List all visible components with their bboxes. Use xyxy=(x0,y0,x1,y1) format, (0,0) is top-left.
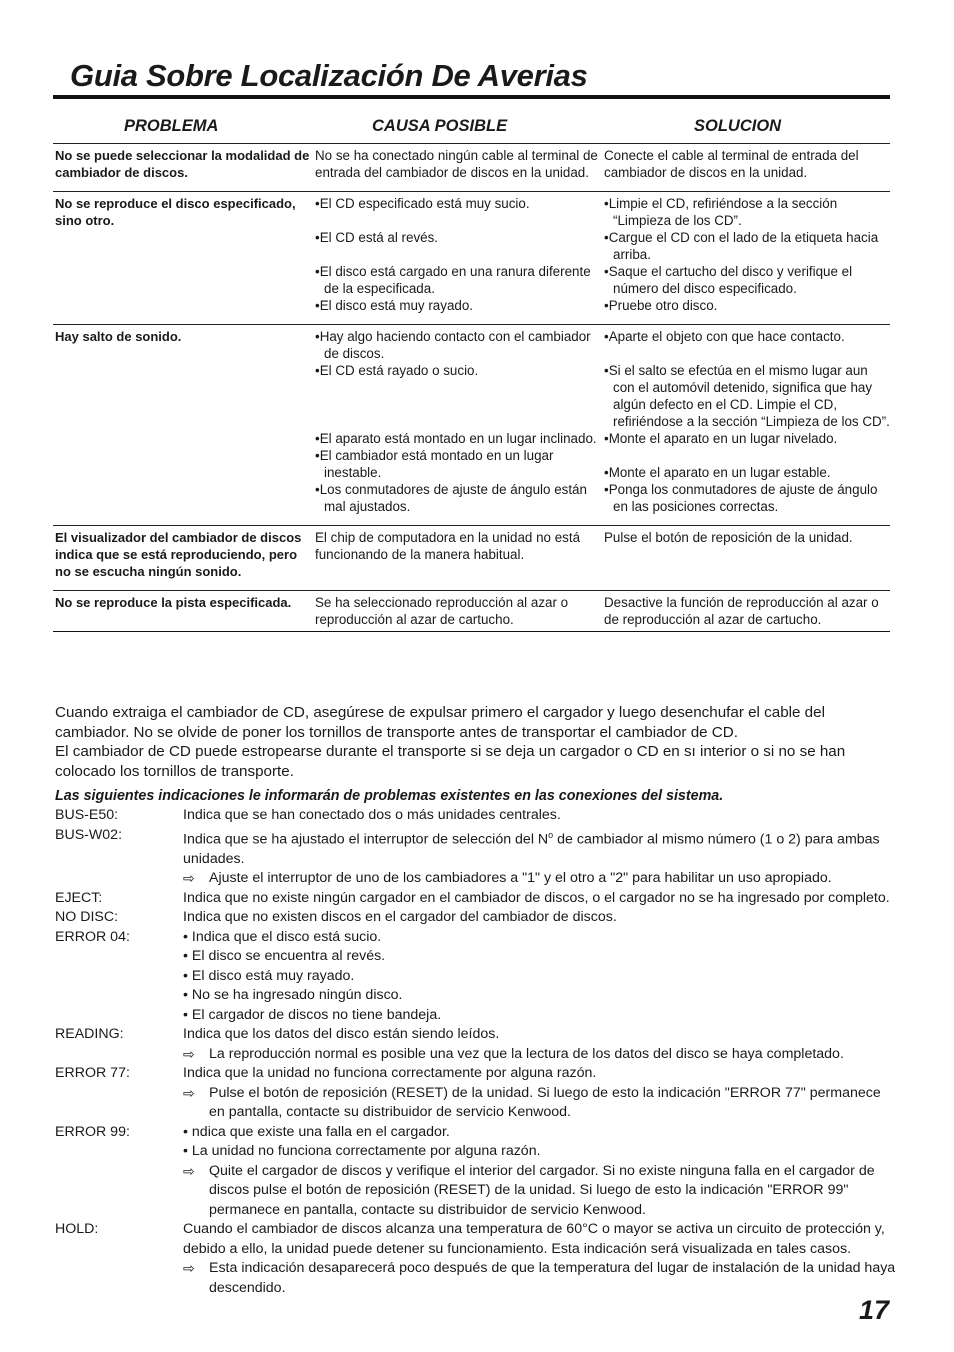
problem-cell: El visualizador del cambiador de discos indica que se está reproduciendo, pero no se escucha ningún sonido. xyxy=(53,526,313,591)
message-code: NO DISC: xyxy=(55,909,119,926)
message-remedy: Ajuste el interruptor de uno de los cambiadores a "1" y el otro a "2" para habilitar un uso apropiado. xyxy=(209,870,832,887)
cause-item: •El CD especificado está muy sucio. xyxy=(315,196,530,211)
cause-cell: El chip de computadora en la unidad no está funcionando de la manera habitual. xyxy=(313,526,604,591)
transport-note xyxy=(55,703,895,781)
message-hold xyxy=(55,1220,900,1298)
header-problema: PROBLEMA xyxy=(124,117,219,135)
solution-cell: Conecte el cable al terminal de entrada del cambiador de discos en la unidad. xyxy=(604,144,890,192)
header-causa-posible: CAUSA POSIBLE xyxy=(372,117,508,135)
message-item: • No se ha ingresado ningún disco. xyxy=(183,987,403,1004)
arrow-right-icon: ⇨ xyxy=(183,1162,195,1179)
message-item: • ndica que existe una falla en el cargador. xyxy=(183,1123,450,1140)
solution-item: •Ponga los conmutadores de ajuste de ángulo en las posiciones correctas. xyxy=(604,482,878,514)
problem-cell: No se reproduce el disco especificado, sino otro. xyxy=(53,192,313,325)
message-code: EJECT: xyxy=(55,889,103,906)
message-item: • El disco se encuentra al revés. xyxy=(183,948,386,965)
solution-cell xyxy=(604,325,890,526)
cause-cell xyxy=(313,325,604,526)
message-remedy: La reproducción normal es posible una vez que la lectura de los datos del disco se haya completado. xyxy=(209,1045,844,1062)
message-text: Indica que la unidad no funciona correctamente por alguna razón. xyxy=(183,1065,597,1082)
message-remedy: Pulse el botón de reposición (RESET) de la unidad. Si luego de esto la indicación "ERROR 77" permanece en pantalla, contacte su distribuidor de servicio Kenwood. xyxy=(209,1084,881,1121)
message-no-disc xyxy=(55,908,900,928)
solution-item: •Pruebe otro disco. xyxy=(604,298,718,313)
cause-item: •El CD está rayado o sucio. xyxy=(315,363,479,378)
cause-cell: Se ha seleccionado reproducción al azar o reproducción al azar de cartucho. xyxy=(313,591,604,632)
message-reading xyxy=(55,1025,900,1064)
solution-item: •Monte el aparato en un lugar estable. xyxy=(604,465,831,480)
message-item: • El cargador de discos no tiene bandeja. xyxy=(183,1006,442,1023)
solution-cell: Desactive la función de reproducción al azar o de reproducción al azar de cartucho. xyxy=(604,591,890,632)
problem-cell: No se reproduce la pista especificada. xyxy=(53,591,313,632)
message-text: Indica que se ha ajustado el interruptor de selección del $N^o$ de cambiador al mismo número (1 o 2) para ambas unidades. xyxy=(183,829,880,867)
solution-item: •Si el salto se efectúa en el mismo lugar aun con el automóvil detenido, significa que hay algún defecto en el CD. Limpie el CD, refiriéndose a la sección “Limpieza de los CD”. xyxy=(604,363,890,429)
cause-cell xyxy=(313,192,604,325)
message-code: ERROR 04: xyxy=(55,928,130,945)
message-code: READING: xyxy=(55,1026,124,1043)
cause-item: •Los conmutadores de ajuste de ángulo están mal ajustados. xyxy=(315,482,587,514)
message-error-99 xyxy=(55,1123,900,1221)
message-text: Cuando el cambiador de discos alcanza una temperatura de 60°C o mayor se activa un circuito de protección y, debido a ello, la unidad puede detener su funcionamiento. Esta indicación será visualizada en tales casos. xyxy=(183,1221,885,1257)
solution-item: •Aparte el objeto con que hace contacto. xyxy=(604,329,845,344)
solution-item: •Cargue el CD con el lado de la etiqueta hacia arriba. xyxy=(604,230,879,262)
message-error-04 xyxy=(55,928,900,1026)
message-text: Indica que no existen discos en el cargador del cambiador de discos. xyxy=(183,909,617,926)
system-messages-list xyxy=(55,806,900,1298)
message-text: Indica que se han conectado dos o más unidades centrales. xyxy=(183,807,561,823)
cause-item: •El disco está muy rayado. xyxy=(315,298,474,313)
cause-item: •Hay algo haciendo contacto con el cambiador de discos. xyxy=(315,329,591,361)
troubleshooting-table xyxy=(53,143,890,632)
table-row xyxy=(53,144,890,192)
message-code: ERROR 99: xyxy=(55,1123,130,1140)
table-row xyxy=(53,591,890,632)
message-remedy: Esta indicación desaparecerá poco después de que la temperatura del lugar de instalación de la unidad haya descendido. xyxy=(209,1260,896,1296)
message-text: Indica que no existe ningún cargador en el cambiador de discos, o el cargador no se ha ingresado por completo. xyxy=(183,889,890,906)
cause-item: •El CD está al revés. xyxy=(315,230,439,245)
message-item: • La unidad no funciona correctamente por alguna razón. xyxy=(183,1143,541,1160)
page-title: Guia Sobre Localización De Averias xyxy=(70,58,588,93)
page-number: 17 xyxy=(858,1295,889,1325)
problem-cell: No se puede seleccionar la modalidad de cambiador de discos. xyxy=(53,144,313,192)
message-error-77 xyxy=(55,1064,900,1123)
solution-cell xyxy=(604,192,890,325)
title-rule xyxy=(53,95,890,99)
message-code: ERROR 77: xyxy=(55,1065,130,1082)
message-code: BUS-W02: xyxy=(55,826,123,843)
problem-cell: Hay salto de sonido. xyxy=(53,325,313,526)
solution-item: •Monte el aparato en un lugar nivelado. xyxy=(604,431,838,446)
message-code: BUS-E50: xyxy=(55,807,119,823)
cause-item: •El disco está cargado en una ranura diferente de la especificada. xyxy=(315,264,591,296)
table-row xyxy=(53,325,890,526)
cause-item: •El cambiador está montado en un lugar inestable. xyxy=(315,448,554,480)
table-row xyxy=(53,192,890,325)
arrow-right-icon: ⇨ xyxy=(183,870,195,887)
message-item: • El disco está muy rayado. xyxy=(183,967,355,984)
header-solucion: SOLUCION xyxy=(694,117,782,135)
solution-item: •Saque el cartucho del disco y verifique el número del disco especificado. xyxy=(604,264,853,296)
solution-cell: Pulse el botón de reposición de la unidad. xyxy=(604,526,890,591)
table-header xyxy=(53,117,890,143)
note-paragraph: El cambiador de CD puede estropearse durante el transporte si se deja un cargador o CD en sı interior o si no se han colocado los tornillos de transporte. xyxy=(55,743,846,780)
cause-cell: No se ha conectado ningún cable al terminal de entrada del cambiador de discos en la unidad. xyxy=(313,144,604,192)
cause-item: •El aparato está montado en un lugar inclinado. xyxy=(315,431,597,446)
message-item: • Indica que el disco está sucio. xyxy=(183,928,382,945)
message-code: HOLD: xyxy=(55,1221,99,1238)
message-remedy: Quite el cargador de discos y verifique el interior del cargador. Si no existe ninguna falla en el cargador de discos pulse el botón de reposición (RESET) de la unidad. Si luego de esto la indicación "ERROR 99" permanece en pantalla, contacte su distribuidor de servicio Kenwood. xyxy=(209,1162,875,1218)
message-bus-e50 xyxy=(55,806,900,826)
table-row xyxy=(53,526,890,591)
note-paragraph: Cuando extraiga el cambiador de CD, asegúrese de expulsar primero el cargador y luego desenchufar el cable del cambiador. No se olvide de poner los tornillos de transporte antes de transportar el cambiador de CD. xyxy=(55,704,825,741)
arrow-right-icon: ⇨ xyxy=(183,1084,195,1101)
message-bus-w02 xyxy=(55,826,900,889)
system-messages-heading: Las siguientes indicaciones le informarán de problemas existentes en las conexiones del sistema. xyxy=(55,788,724,804)
solution-item: •Limpie el CD, refiriéndose a la sección “Limpieza de los CD”. xyxy=(604,196,838,228)
message-text: Indica que los datos del disco están siendo leídos. xyxy=(183,1026,500,1043)
arrow-right-icon: ⇨ xyxy=(183,1260,195,1277)
message-eject xyxy=(55,889,900,909)
arrow-right-icon: ⇨ xyxy=(183,1045,195,1062)
